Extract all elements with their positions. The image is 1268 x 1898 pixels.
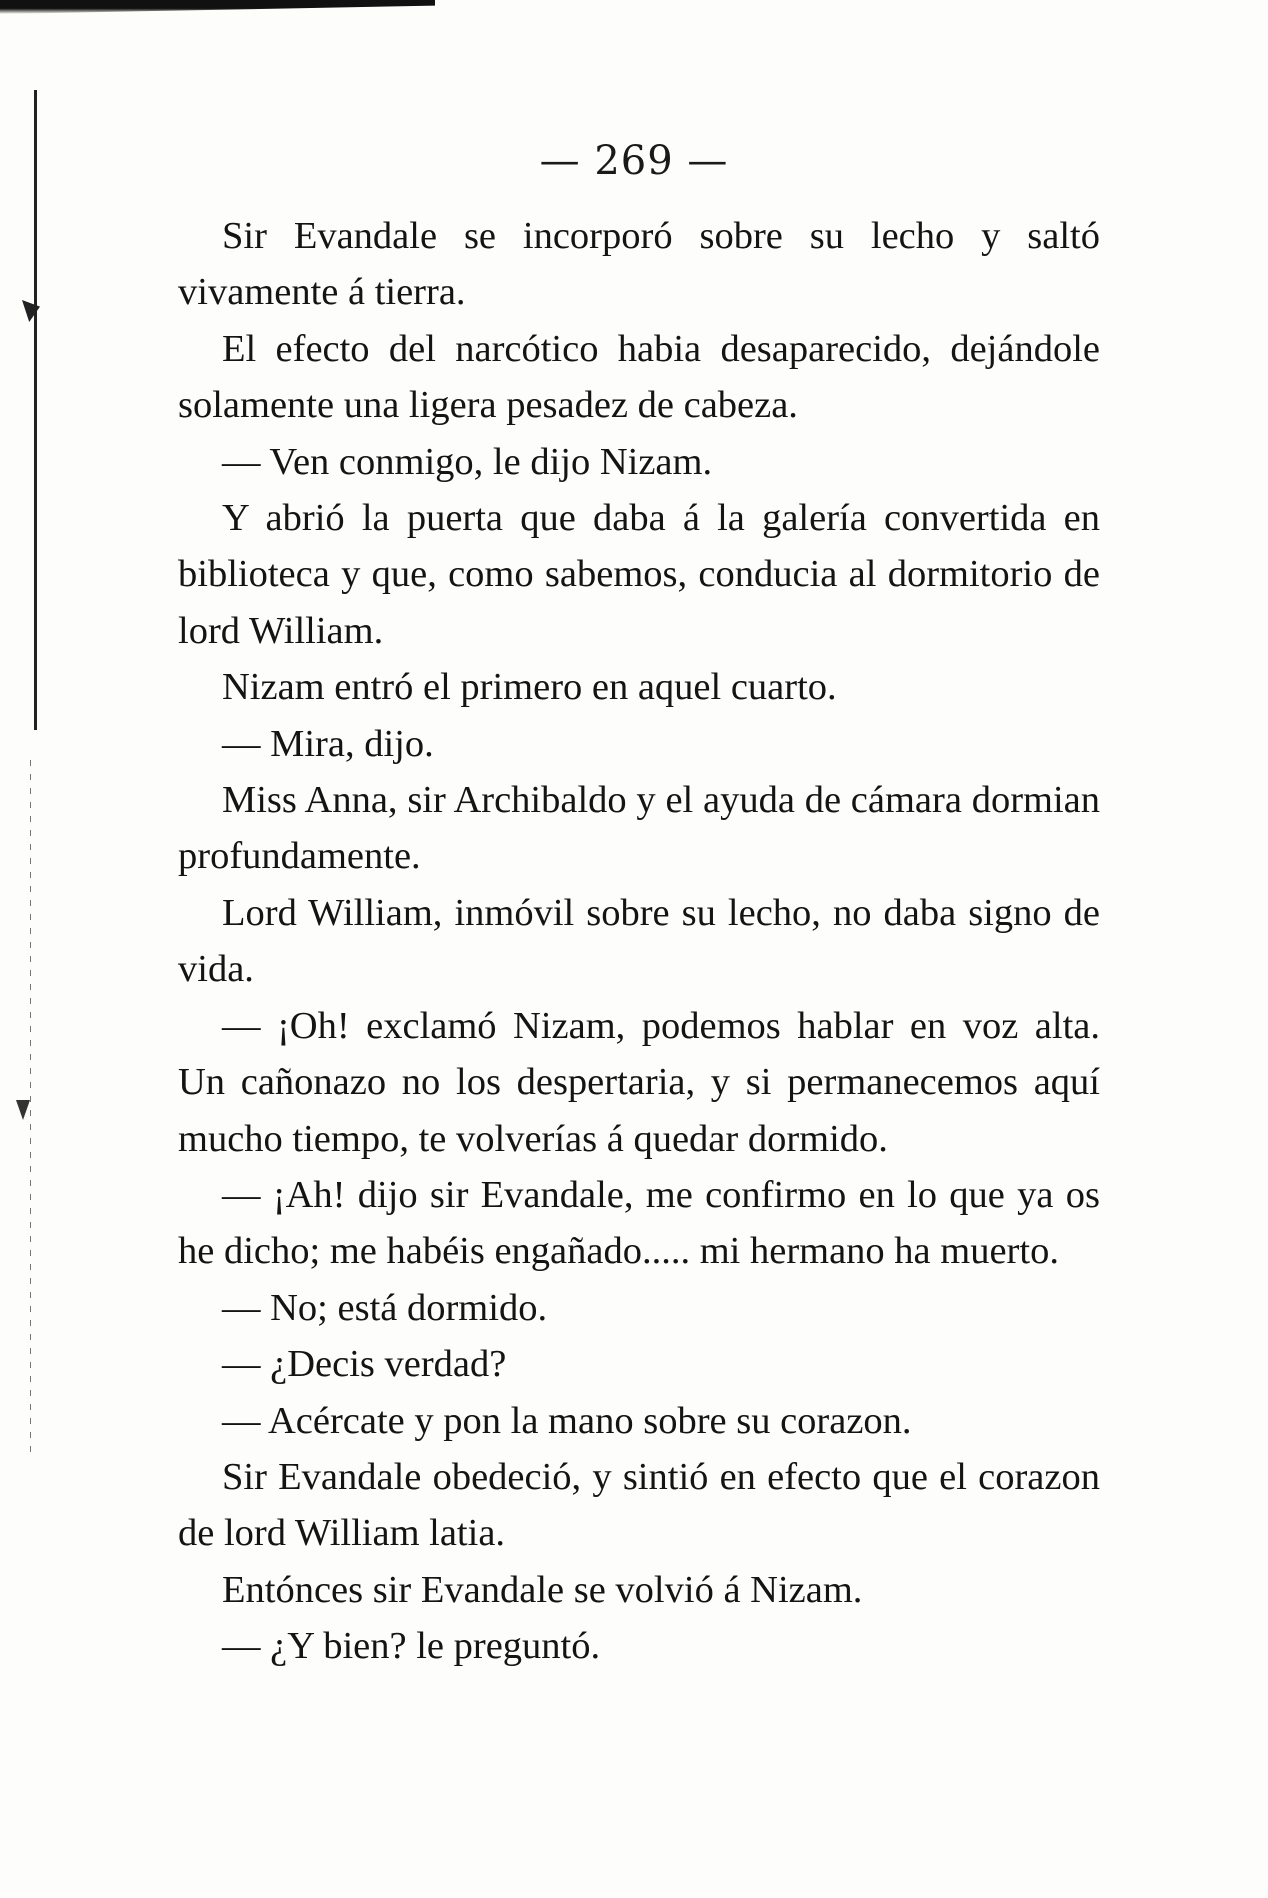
binding-edge-line (34, 90, 37, 730)
paragraph: — ¡Oh! exclamó Nizam, podemos hablar en voz alta. Un cañonazo no los despertaria, y si permanecemos aquí mucho tiempo, te volverías á quedar dormido. (178, 1004, 1100, 1160)
binding-edge-dotted (30, 760, 31, 1460)
paragraph: — ¡Ah! dijo sir Evandale, me confirmo en lo que ya os he dicho; me habéis engañado..... mi hermano ha muerto. (178, 1173, 1100, 1273)
paragraph: Nizam entró el primero en aquel cuarto. (222, 666, 837, 709)
paragraph: — Ven conmigo, le dijo Nizam. (222, 440, 713, 483)
edge-mark (22, 300, 40, 322)
paragraph: — ¿Y bien? le preguntó. (222, 1625, 601, 1668)
paragraph: Miss Anna, sir Archibaldo y el ayuda de cámara dormian profundamente. (178, 779, 1100, 878)
edge-mark (16, 1100, 30, 1120)
paragraph: — No; está dormido. (222, 1286, 548, 1329)
page-number: — 269 — (539, 138, 729, 184)
paragraph: Sir Evandale obedeció, y sintió en efecto que el corazon de lord William latia. (178, 1455, 1100, 1555)
body-text (178, 208, 1100, 1675)
paragraph: — Acércate y pon la mano sobre su corazon. (222, 1399, 912, 1442)
scan-edge-artifact (0, 0, 435, 14)
paragraph: Entónces sir Evandale se volvió á Nizam. (222, 1568, 863, 1611)
paragraph: El efecto del narcótico habia desaparecido, dejándole solamente una ligera pesadez de cabeza. (178, 327, 1100, 427)
paragraph: Sir Evandale se incorporó sobre su lecho y saltó vivamente á tierra. (178, 215, 1100, 314)
paragraph: Y abrió la puerta que daba á la galería convertida en biblioteca y que, como sabemos, conducia al dormitorio de lord William. (178, 497, 1100, 652)
paragraph: Lord William, inmóvil sobre su lecho, no daba signo de vida. (178, 891, 1100, 991)
paragraph: — Mira, dijo. (222, 722, 434, 765)
paragraph: — ¿Decis verdad? (222, 1343, 507, 1386)
